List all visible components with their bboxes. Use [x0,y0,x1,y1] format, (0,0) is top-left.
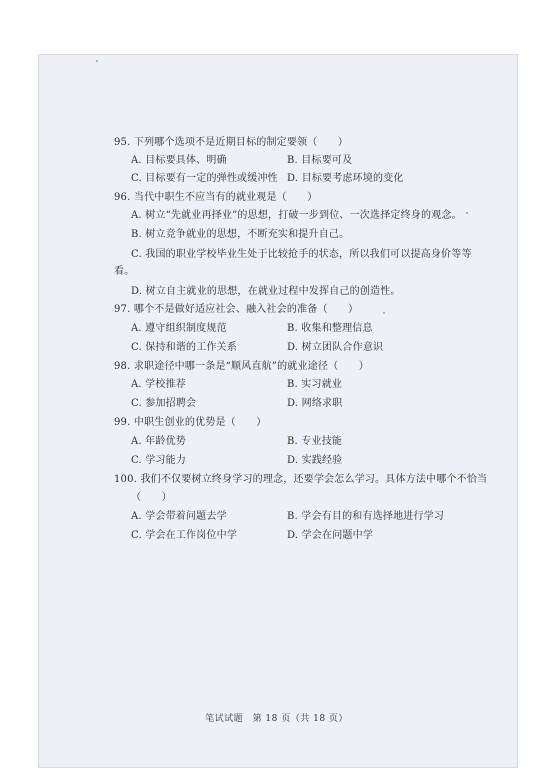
question-98-option-d: D. 网络求职 [287,398,343,409]
question-97-option-c: C. 保持和谐的工作关系 [131,342,238,353]
question-96-option-b: B. 树立竞争就业的思想，不断充实和提升自己。 [131,229,350,240]
question-96-option-a: A. 树立“先就业再择业”的思想，打破一步到位、一次选择定终身的观念。 [131,210,462,221]
question-95-option-b: B. 目标要可及 [287,155,353,166]
question-97-option-d: D. 树立团队合作意识 [287,342,384,353]
question-100-stem: 100. 我们不仅要树立终身学习的理念，还要学会怎么学习。具体方法中哪个不恰当 [114,474,488,485]
question-99-option-d: D. 实践经验 [287,455,343,466]
question-97-option-a: A. 遵守组织制度规范 [131,323,227,334]
scan-speck [466,212,468,214]
question-96-option-d: D. 树立自主就业的思想，在就业过程中发挥自己的创造性。 [131,286,401,297]
question-99-option-b: B. 专业技能 [287,436,343,447]
question-100-option-b: B. 学会有目的和有选择地进行学习 [287,511,445,522]
question-100-option-c: C. 学会在工作岗位中学 [131,530,238,541]
question-99-option-c: C. 学习能力 [131,455,187,466]
scan-speck [96,60,98,62]
question-98-option-b: B. 实习就业 [287,379,343,390]
question-96-option-c: C. 我国的职业学校毕业生处于比较抢手的状态，所以我们可以提高身价等等 [131,249,472,260]
question-98-option-c: C. 参加招聘会 [131,398,197,409]
question-100-option-a: A. 学会带着问题去学 [131,511,227,522]
question-100-stem-blank: （ ） [131,492,172,503]
question-97-stem: 97. 哪个不是做好适应社会、融入社会的准备（ ） [114,304,359,315]
question-96-stem: 96. 当代中职生不应当有的就业观是（ ） [114,192,318,203]
paper-sheet [38,54,518,768]
page-footer: 笔试试题 第 18 页（共 18 页） [205,714,348,724]
question-95-stem: 95. 下列哪个选项不是近期目标的制定要领（ ） [114,137,349,148]
question-99-option-a: A. 年龄优势 [131,436,186,447]
question-98-stem: 98. 求职途径中哪一条是“顺风直航”的就业途径（ ） [114,361,369,372]
question-97-option-b: B. 收集和整理信息 [287,323,373,334]
question-95-option-a: A. 目标要具体、明确 [131,155,227,166]
scan-speck [383,312,385,314]
question-96-option-c-cont: 看。 [114,266,135,277]
question-100-option-d: D. 学会在问题中学 [287,530,374,541]
question-99-stem: 99. 中职生创业的优势是（ ） [114,417,267,428]
question-98-option-a: A. 学校推荐 [131,379,186,390]
question-95-option-c: C. 目标要有一定的弹性或缓冲性 [131,173,278,184]
question-95-option-d: D. 目标要考虑环境的变化 [287,173,404,184]
